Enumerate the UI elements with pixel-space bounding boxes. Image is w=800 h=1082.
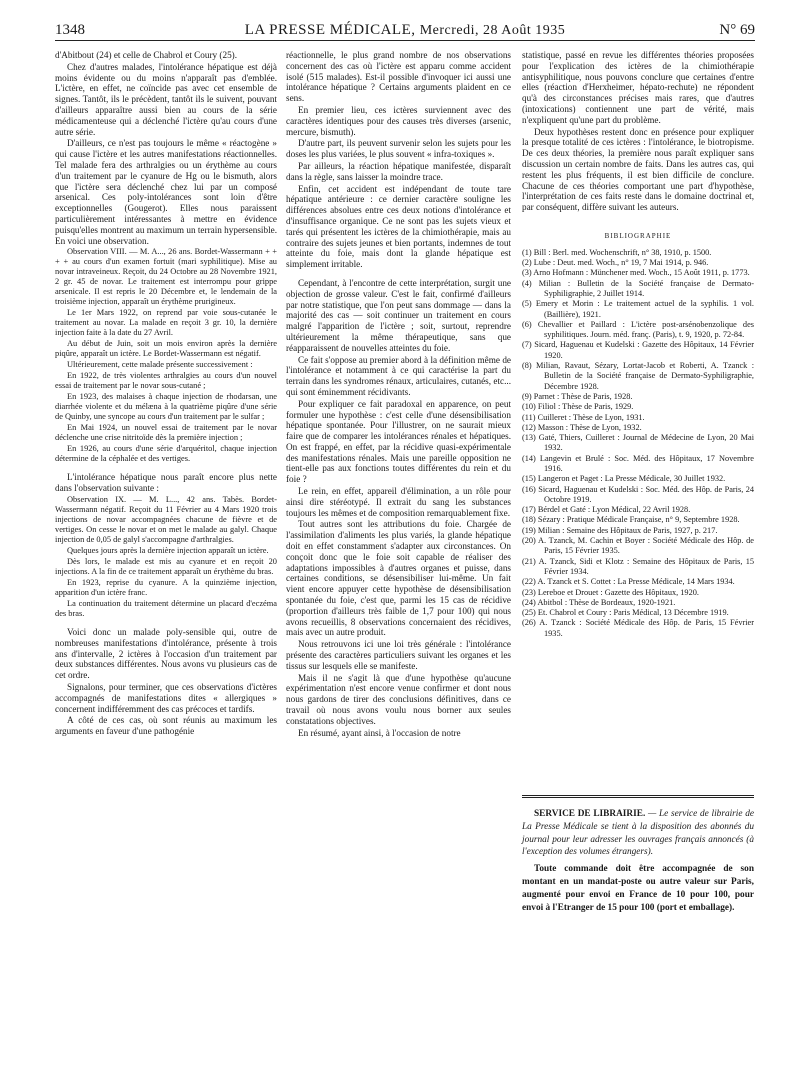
bibliography-entry: (16) Sicard, Haguenau et Kudelski : Soc. Méd. des Hôp. de Paris, 24 Octobre 1919. [522,484,754,504]
observation-paragraph: En 1923, reprise du cyanure. A la quinzième injection, apparition d'un ictère franc. [55,577,277,597]
observation-paragraph: En 1926, au cours d'une série d'arquéritol, chaque injection détermine de la céphalée et des vertiges. [55,444,277,464]
column-2 [286,50,511,739]
bibliography-entry: (14) Langevin et Brulé : Soc. Méd. des Hôpitaux, 17 Novembre 1916. [522,453,754,473]
column-1 [55,50,277,738]
bibliography-entry: (23) Lereboe et Drouet : Gazette des Hôpitaux, 1920. [522,587,699,597]
bibliography-heading: BIBLIOGRAPHIE [604,231,672,240]
paragraph: Par ailleurs, la réaction hépatique manifestée, disparaît dans la règle, sans laisser la moindre trace. [286,160,511,182]
bibliography-entry: (8) Milian, Ravaut, Sézary, Lortat-Jacob et Roberti, A. Tzanck : Bulletin de la Société française de Dermato-Syphiligraphie, Décembre 1928. [522,361,754,391]
bibliography-entry: (7) Sicard, Haguenau et Kudelski : Gazette des Hôpitaux, 14 Février 1920. [522,340,754,360]
paragraph: Le rein, en effet, appareil d'élimination, a un rôle pour ainsi dire stéréotypé. Il extrait du sang les substances toujours les mêmes et de composition remarquablement fixe. [286,486,511,518]
paragraph: Nous retrouvons ici une loi très générale : l'intolérance présente des caractères particuliers suivant les organes et les tissus sur lesquels elle se manifeste. [286,639,511,671]
bibliography-entry: (12) Masson : Thèse de Lyon, 1932. [522,422,642,432]
librairie-heading: SERVICE DE LIBRAIRIE. [534,809,646,819]
paragraph: Tout autres sont les attributions du foie. Chargée de l'assimilation d'aliments les plus variés, la glande hépatique doit en effet constamment s'adapter aux circonstances. On conçoit donc que le foie soit capable de réaliser des adaptations impossibles à d'autres organes et puisse, dans certaines conditions, se désensibiliser lui-même. Un fait vient encore appuyer cette hypothèse de désensibilisation spontanée du foie, c'est que, parmi les 15 cas de récidive (proportion d'ailleurs très faible de 1,7 pour 100) qui nous avons recueillis, 8 observations concernaient des récidives, mais avec un autre produit. [286,519,511,638]
bibliography-entry: (10) Filiol : Thèse de Paris, 1929. [522,402,634,412]
bibliography-entry: (6) Chevallier et Paillard : L'ictère post-arsénobenzolique des syphilitiques. Journ. méd. franç. (Paris), t. 9, 1920, p. 72-84. [522,319,754,340]
journal-title [55,22,755,39]
page-number: 1348 [55,22,85,38]
bibliography-list [522,248,754,639]
bibliography-entry: (21) A. Tzanck, Sidi et Klotz : Semaine des Hôpitaux de Paris, 15 Février 1934. [522,556,754,576]
bibliography-entry: (9) Parnet : Thèse de Paris, 1928. [522,391,633,401]
section-divider [522,795,754,798]
observation-paragraph: Observation VIII. — M. A..., 26 ans. Bordet-Wassermann + + + + au cours d'un examen fortuit (mari syphilitique). Mise au novar intraveineux. Reçoit, du 24 Octobre au 28 Novembre 1921, 2 gr. 45 de novar. Le traitement est interrompu pour grippe arsenicale. Il est repris le 20 Décembre et, le lendemain de la troisième injection, apparaît un érythème prurigineux. [55,247,277,307]
paragraph: Pour expliquer ce fait paradoxal en apparence, on peut formuler une hypothèse : c'est celle d'une désensibilisation hépatique spontanée. Pour l'illustrer, on ne saurait mieux faire que de comparer les intolérances rénales et hépatiques. On est frappé, en effet, par la récidive quasi-expérimentale des manifestations rénales. Mais une pareille opposition ne tient-elle pas aux fonctions toutes différentes du rein et du foie ? [286,398,511,485]
bibliography-entry: (1) Bill : Berl. med. Wochenschrift, n° 38, 1910, p. 1500. [522,247,712,257]
paragraph: Deux hypothèses restent donc en présence pour expliquer la presque totalité de ces ictères : l'intolérance, le biotropisme. De ces deux théories, la première nous paraît expliquer sans discussion un certain nombre de faits. Dans les autres cas, qui restent les plus fréquents, il est bien difficile de conclure. Chacune de ces théories comportant une part d'hypothèse, l'interprétation de ces faits reste dans le domaine doctrinal et, par conséquent, diffère suivant les auteurs. [522,126,754,213]
bibliography-entry: (4) Milian : Bulletin de la Société française de Dermato-Syphiligraphie, 2 Juillet 1914. [522,278,754,298]
bibliography-entry: (19) Milian : Semaine des Hôpitaux de Paris, 1927, p. 217. [522,525,718,535]
paragraph: réactionnelle, le plus grand nombre de nos observations concernent des cas où l'ictère est apparu comme accident isolé (515 malades). Est-il possible d'invoquer ici aussi une intolérance hépatique ? Certains arguments plaident en ce sens. [286,50,511,104]
paragraph: L'intolérance hépatique nous paraît encore plus nette dans l'observation suivante : [55,472,277,494]
column-3 [522,50,754,639]
bibliography-entry: (22) A. Tzanck et S. Cottet : La Presse Médicale, 14 Mars 1934. [522,577,735,587]
bibliography-entry: (18) Sézary : Pratique Médicale Française, n° 9, Septembre 1928. [522,515,740,525]
bibliography-entry: (13) Gaté, Thiers, Cuilleret : Journal de Médecine de Lyon, 20 Mai 1932. [522,433,754,453]
paragraph: Ce fait s'oppose au premier abord à la définition même de l'intolérance et notamment à ce qui caractérise la part du terrain dans les syndromes rénaux, articulaires, cutanés, etc... qui sont éminemment récidivants. [286,354,511,397]
bibliography-entry: (15) Langeron et Paget : La Presse Médicale, 30 Juillet 1932. [522,474,726,484]
bibliography-entry: (2) Lube : Deut. med. Woch., n° 19, 7 Mai 1914, p. 946. [522,258,709,268]
observation-paragraph: Le 1er Mars 1922, on reprend par voie sous-cutanée le traitement au novar. La malade en reçoit 3 gr. 10, la dernière injection faite à la date du 27 Avril. [55,308,277,338]
paragraph: En résumé, ayant ainsi, à l'occasion de notre [298,727,461,738]
paragraph: D'ailleurs, ce n'est pas toujours le même « réactogène » qui cause l'ictère et les autres manifestations réactionnelles. Tel malade fera des arthralgies ou un érythème au cours d'un traitement par le cyanure de Hg ou le bismuth, alors que l'ictère sera déclenché chez lui par un composé arsenical. Ces poly-intolérances sont loin d'être exceptionnelles (Gougerot). Elles nous paraissent particulièrement intéressantes à mettre en évidence puisqu'elles montrent au maximum un terrain hypersensible. En voici une observation. [55,138,277,246]
bibliography-entry: (25) Et. Chabrol et Coury : Paris Médical, 13 Décembre 1919. [522,608,729,618]
journal-name: LA PRESSE MÉDICALE, [244,22,416,38]
paragraph: D'autre part, ils peuvent survenir selon les sujets pour les doses les plus variées, le plus souvent « infra-toxiques ». [286,138,511,160]
issue-date: Mercredi, 28 Août 1935 [419,23,566,38]
paragraph: Enfin, cet accident est indépendant de toute tare hépatique antérieure : ce dernier caractère souligne les différences absolues entre ces deux notions d'intolérance et d'insuffisance organique. Ce ne sont pas les sujets vieux et tarés qui présentent les ictères de la chimiothérapie, mais au contraire des sujets jeunes et bien portants, indemnes de tout atteinte du foie, mais dont la glande hépatique est simplement irritable. [286,183,511,270]
paragraph: Chez d'autres malades, l'intolérance hépatique est déjà moins évidente ou du moins n'apparaît pas d'emblée. L'ictère, en effet, ne coïncide pas avec cet ensemble de signes. Tantôt, ils le précèdent, tantôt ils le suivent, pouvant d'ailleurs apparaître aussi bien au cours de la série médicamenteuse qui a déclenché l'ictère qu'au cours d'une autre série. [55,61,277,137]
observation-paragraph: Dès lors, le malade est mis au cyanure et en reçoit 20 injections. A la fin de ce traitement apparaît un érythème du bras. [55,556,277,576]
bibliography-entry: (3) Arno Hofmann : Münchener med. Woch., 15 Août 1911, p. 1773. [522,268,750,278]
bibliography-entry: (24) Abitbol : Thèse de Bordeaux, 1920-1921. [522,597,676,607]
paragraph: Signalons, pour terminer, que ces observations d'ictères accompagnés de manifestations dites « allergiques » concernent indifféremment des cas précoces et tardifs. [55,681,277,714]
observation-paragraph: Quelques jours après la dernière injection apparaît un ictère. [67,545,269,555]
observation-paragraph: Au début de Juin, soit un mois environ après la dernière piqûre, apparaît un ictère. Le Bordet-Wassermann est négatif. [55,339,277,359]
paragraph: statistique, passé en revue les différentes théories proposées pour l'explication des ictères de la chimiothérapie antisyphilitique, nous pouvons conclure que certaines d'entre elles (réaction d'Herxheimer, hépato-rechute) ne répondent qu'à des circonstances précises mais rares, que d'autres (intoxications) contiennent une part de vérité, mais n'expliquent qu'une part du problème. [522,50,754,125]
bibliography-entry: (5) Emery et Morin : Le traitement actuel de la syphilis. 1 vol. (Baillière), 1921. [522,299,754,319]
observation-paragraph: En 1923, des malaises à chaque injection de rhodarsan, une diarrhée violente et du mélæna à la quatrième piqûre d'une série de Quinby, une syncope au cours d'un traitement par le sulfar ; [55,392,277,422]
observation-paragraph: En 1922, de très violentes arthralgies au cours d'un nouvel essai de traitement par le novar sous-cutané ; [55,371,277,391]
bibliography-entry: (17) Bérdel et Gaté : Lyon Médical, 22 Avril 1928. [522,505,691,515]
paragraph: d'Abitbout (24) et celle de Chabrol et Coury (25). [55,50,238,60]
observation-paragraph: Observation IX. — M. L..., 42 ans. Tabès. Bordet-Wassermann négatif. Reçoit du 11 Février au 4 Mars 1920 trois injections de novar accompagnées chacune de fièvre et de vertiges. On cesse le novar et on met le malade au galyl. Chaque injection de 0,05 de galyl s'accompagne d'arthralgies. [55,494,277,544]
paragraph: A côté de ces cas, où sont réunis au maximum les arguments en faveur d'une pathogénie [55,715,277,737]
librairie-order-text: Toute commande doit être accompagnée de son montant en un mandat-poste ou autre valeur sur Paris, augmenté pour envoi en France de 10 pour 100, pour envoi à l'Etranger de 15 pour 100 (port et emballage). [522,864,754,913]
observation-paragraph: Ultérieurement, cette malade présente successivement : [67,360,253,370]
bibliography-entry: (26) A. Tzanck : Société Médicale des Hôp. de Paris, 15 Février 1935. [522,618,754,638]
observation-paragraph: La continuation du traitement détermine un placard d'eczéma des bras. [55,598,277,618]
page-header [55,22,755,41]
librairie-notice [522,808,754,918]
paragraph: Voici donc un malade poly-sensible qui, outre de nombreuses manifestations d'intolérance, présente à trois ans d'intervalle, 2 ictères à l'occasion d'un traitement par deux substances différentes. Nous avons vu plusieurs cas de cet ordre. [55,626,277,681]
librairie-text: — Le service de librairie de La Presse Médicale se tient à la disposition des abonnés du journal pour leur adresser les ouvrages français annoncés (à l'exception des volumes étrangers). [522,809,754,858]
bibliography-entry: (11) Cuilleret : Thèse de Lyon, 1931. [522,412,645,422]
paragraph: Mais il ne s'agit là que d'une hypothèse qu'aucune expérimentation n'est encore venue confirmer et dont nous nous gardons de tirer des conclusions définitives, dans ce travail où nous avons voulu nous borner aux seules constatations objectives. [286,672,511,726]
observation-paragraph: En Mai 1924, un nouvel essai de traitement par le novar déclenche une crise nitritoïde dès la première injection ; [55,423,277,443]
paragraph: En premier lieu, ces ictères surviennent avec des caractères identiques pour des causes très diverses (arsenic, mercure, bismuth). [286,104,511,137]
bibliography-entry: (20) A. Tzanck, M. Cachin et Boyer : Société Médicale des Hôp. de Paris, 15 Février 1935. [522,536,754,556]
paragraph: Cependant, à l'encontre de cette interprétation, surgit une objection de grosse valeur. C'est le fait, confirmé d'ailleurs par notre statistique, que l'on peut sans dommage — dans la majorité des cas — soit continuer un traitement en cours malgré l'apparition de l'ictère ; soit, surtout, reprendre ultérieurement la même thérapeutique, sans que réapparaissent de nouvelles atteintes du foie. [286,277,511,353]
issue-number: N° 69 [719,22,755,38]
